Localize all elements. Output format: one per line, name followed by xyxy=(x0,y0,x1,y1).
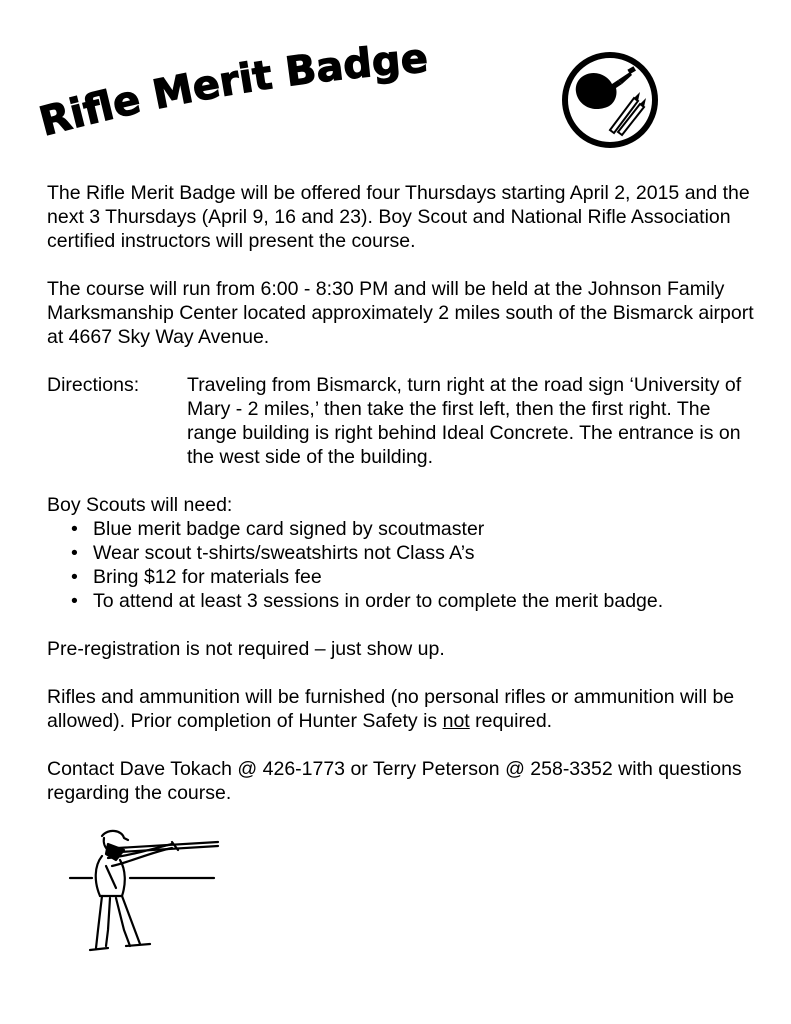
directions-text: Traveling from Bismarck, turn right at the road sign ‘University of Mary - 2 miles,’ then take the first left, then the first right. The range building is right behind Ideal Concrete. The entrance is on the west side of the building. xyxy=(187,374,742,468)
equipment-text-end: required. xyxy=(469,710,553,732)
equipment-paragraph xyxy=(47,685,757,733)
equipment-text: Rifles and ammunition will be furnished (no personal rifles or ammunition will be allowed). Prior completion of Hunter Safety is xyxy=(47,686,735,732)
page-title-text: Rifle Merit Badge xyxy=(34,40,430,146)
needs-heading: Boy Scouts will need: xyxy=(47,494,233,516)
intro-paragraph: The Rifle Merit Badge will be offered four Thursdays starting April 2, 2015 and the next 3 Thursdays (April 9, 16 and 23). Boy Scout and National Rifle Association certified instructors will present the course. xyxy=(47,182,750,252)
flyer-body xyxy=(47,181,757,805)
svg-text:Rifle Merit Badge xyxy=(35,40,430,146)
page-title xyxy=(30,40,470,150)
schedule-paragraph: The course will run from 6:00 - 8:30 PM and will be held at the Johnson Family Marksmanship Center located approximately 2 miles south of the Bismarck airport at 4667 Sky Way Avenue. xyxy=(47,278,754,348)
needs-list-item: • Blue merit badge card signed by scoutmaster xyxy=(93,517,757,541)
contact-paragraph: Contact Dave Tokach @ 426-1773 or Terry Peterson @ 258-3352 with questions regarding the course. xyxy=(47,758,742,804)
rifle-shooter-icon xyxy=(68,826,228,956)
equipment-emphasis: not xyxy=(442,710,470,732)
needs-list-item: • Bring $12 for materials fee xyxy=(93,565,757,589)
needs-list-item: • To attend at least 3 sessions in order to complete the merit badge. xyxy=(93,589,757,613)
rifle-merit-badge-emblem-icon xyxy=(560,50,660,150)
registration-paragraph: Pre-registration is not required – just show up. xyxy=(47,638,445,660)
directions-block xyxy=(47,373,757,469)
directions-label: Directions: xyxy=(47,374,140,396)
needs-list xyxy=(47,517,757,613)
needs-list-item: • Wear scout t-shirts/sweatshirts not Class A’s xyxy=(93,541,757,565)
